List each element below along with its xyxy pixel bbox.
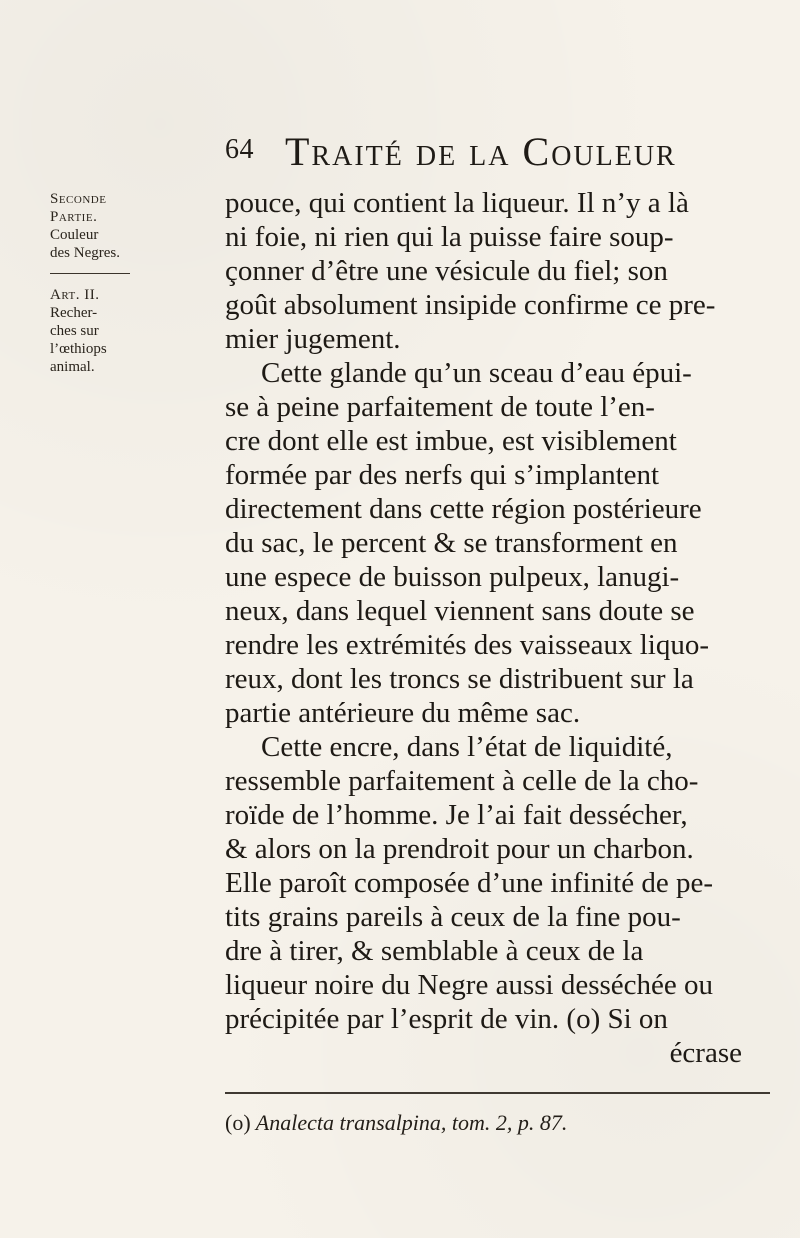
margin-note-article-line: Art. II. bbox=[50, 287, 100, 303]
text-line: partie antérieure du même sac. bbox=[225, 697, 581, 729]
text-line: Cette encre, dans l’état de liquidité, bbox=[261, 731, 673, 763]
text-line: & alors on la prendroit pour un charbon. bbox=[225, 833, 694, 865]
text-line: directement dans cette région postérieure bbox=[225, 493, 702, 525]
text-line: du sac, le percent & se transforment en bbox=[225, 527, 678, 559]
text-line: ressemble parfaitement à celle de la cho- bbox=[225, 765, 699, 797]
text-line: une espece de buisson pulpeux, lanugi- bbox=[225, 561, 680, 593]
text-line: çonner d’être une vésicule du fiel; son bbox=[225, 255, 668, 287]
margin-note-section-line: Partie. bbox=[50, 209, 98, 225]
main-text bbox=[225, 186, 770, 1070]
text-line: reux, dont les troncs se distribuent sur la bbox=[225, 663, 694, 695]
text-line: ni foie, ni rien qui la puisse faire soup- bbox=[225, 221, 674, 253]
page-header bbox=[225, 124, 745, 180]
text-line: Elle paroît composée d’une infinité de pe- bbox=[225, 867, 713, 899]
margin-note-subtitle-line: des Negres. bbox=[50, 245, 120, 261]
text-line: mier jugement. bbox=[225, 323, 401, 355]
text-line: Cette glande qu’un sceau d’eau épui- bbox=[261, 357, 692, 389]
margin-note-section bbox=[50, 190, 132, 262]
text-line: liqueur noire du Negre aussi desséchée ou bbox=[225, 969, 714, 1001]
margin-note-section-line: Seconde bbox=[50, 191, 107, 207]
text-line: se à peine parfaitement de toute l’en- bbox=[225, 391, 655, 423]
text-line: formée par des nerfs qui s’implantent bbox=[225, 459, 660, 491]
text-line: tits grains pareils à ceux de la fine pou- bbox=[225, 901, 681, 933]
text-line: cre dont elle est imbue, est visiblement bbox=[225, 425, 677, 457]
margin-note-subtitle-line: Couleur bbox=[50, 227, 99, 243]
footnote-rule bbox=[225, 1092, 770, 1094]
margin-note-article-line: Recher- bbox=[50, 305, 98, 321]
margin-note-article bbox=[50, 286, 132, 376]
text-line: rendre les extrémités des vaisseaux liquo- bbox=[225, 629, 709, 661]
footnote-marker: (o) bbox=[225, 1110, 251, 1135]
footnote bbox=[225, 1110, 770, 1136]
text-line: dre à tirer, & semblable à ceux de la bbox=[225, 935, 644, 967]
margin-note-article-line: l’œthiops bbox=[50, 341, 107, 357]
text-line: précipitée par l’esprit de vin. (o) Si on bbox=[225, 1003, 668, 1035]
margin-divider bbox=[50, 273, 130, 274]
running-head: Traité de la Couleur bbox=[285, 129, 677, 174]
footnote-text: Analecta transalpina, tom. 2, p. 87. bbox=[255, 1110, 568, 1135]
page-number: 64 bbox=[225, 134, 254, 165]
text-line: roïde de l’homme. Je l’ai fait dessécher, bbox=[225, 799, 688, 831]
margin-note-article-line: animal. bbox=[50, 359, 95, 375]
text-line: neux, dans lequel viennent sans doute se bbox=[225, 595, 695, 627]
text-line: pouce, qui contient la liqueur. Il n’y a là bbox=[225, 187, 689, 219]
margin-note-article-line: ches sur bbox=[50, 323, 99, 339]
text-line: goût absolument insipide confirme ce pre- bbox=[225, 289, 716, 321]
catchword: écrase bbox=[669, 1037, 742, 1069]
